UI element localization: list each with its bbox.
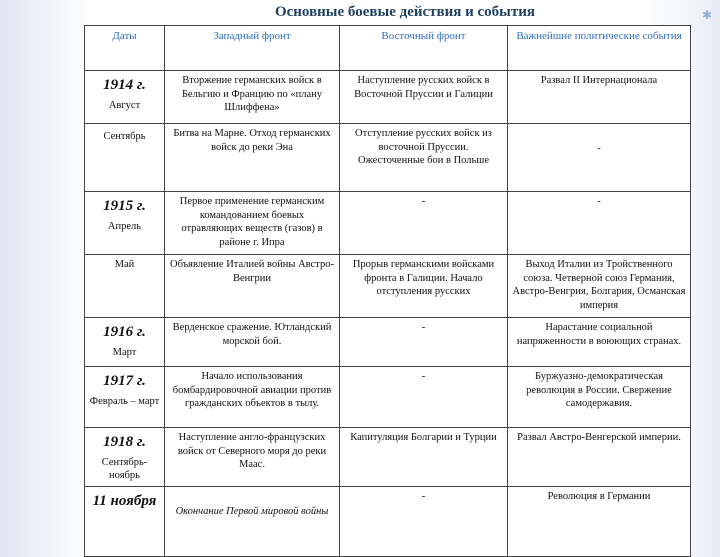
year-label: 1915 г. bbox=[103, 198, 146, 214]
western-front-cell: Битва на Марне. Отход германских войск до реки Эна bbox=[165, 124, 340, 192]
date-cell bbox=[85, 124, 165, 192]
table-row bbox=[85, 124, 691, 192]
western-front-cell: Первое применение германским командованием боевых отравляющих веществ (газов) в районе г. Ипра bbox=[165, 192, 340, 255]
page-title: Основные боевые действия и события bbox=[274, 4, 536, 20]
political-events-cell: Революция в Германии bbox=[508, 486, 691, 556]
date-cell bbox=[85, 367, 165, 428]
political-events-cell: - bbox=[508, 124, 691, 192]
eastern-front-cell: Наступление русских войск в Восточной Пруссии и Галиции bbox=[340, 71, 508, 124]
western-front-cell: Наступление англо-французских войск от Северного моря до реки Маас. bbox=[165, 428, 340, 487]
western-front-cell: Начало использования бомбардировочной авиации против гражданских объектов в тылу. bbox=[165, 367, 340, 428]
political-events-cell: Нарастание социальной напряженности в воюющих странах. bbox=[508, 318, 691, 367]
year-label: 1917 г. bbox=[103, 373, 146, 389]
eastern-front-cell: - bbox=[340, 318, 508, 367]
political-events-cell: Выход Италии из Тройственного союза. Четверной союз Германия, Австро-Венгрия, Болгария, Османская империя bbox=[508, 255, 691, 318]
year-label: 1916 г. bbox=[103, 324, 146, 340]
eastern-front-cell: Капитуляция Болгарии и Турции bbox=[340, 428, 508, 487]
month-label: Май bbox=[114, 259, 135, 270]
month-label: Сентябрь-ноябрь bbox=[101, 456, 148, 482]
table-row bbox=[85, 428, 691, 487]
date-cell bbox=[85, 428, 165, 487]
table-row bbox=[85, 255, 691, 318]
header-dates: Даты bbox=[85, 26, 165, 71]
eastern-front-cell: - bbox=[340, 192, 508, 255]
date-cell bbox=[85, 318, 165, 367]
events-table bbox=[84, 25, 691, 557]
month-label: Февраль – март bbox=[89, 395, 160, 407]
political-events-cell: Развал II Интернационала bbox=[508, 71, 691, 124]
month-label: Апрель bbox=[107, 220, 142, 232]
table-header-row bbox=[85, 26, 691, 71]
month-label: Сентябрь bbox=[103, 131, 146, 142]
table-row bbox=[85, 192, 691, 255]
eastern-front-cell: Прорыв германскими войсками фронта в Галиции. Начало отступления русских bbox=[340, 255, 508, 318]
year-label: 1914 г. bbox=[103, 77, 146, 93]
decorative-mark-icon: ✱ bbox=[702, 8, 713, 22]
western-front-cell: Объявление Италией войны Австро-Венгрии bbox=[165, 255, 340, 318]
table-row bbox=[85, 318, 691, 367]
western-front-cell: Верденское сражение. Ютландский морской бой. bbox=[165, 318, 340, 367]
political-events-cell: - bbox=[508, 192, 691, 255]
year-label: 11 ноября bbox=[92, 492, 157, 509]
political-events-cell: Развал Австро-Венгерской империи. bbox=[508, 428, 691, 487]
political-events-cell: Буржуазно-демократическая революция в России. Свержение самодержавия. bbox=[508, 367, 691, 428]
date-cell bbox=[85, 71, 165, 124]
eastern-front-cell: - bbox=[340, 486, 508, 556]
date-cell bbox=[85, 486, 165, 556]
date-cell bbox=[85, 192, 165, 255]
header-political-events: Важнейшие политические события bbox=[508, 26, 691, 71]
table-row bbox=[85, 71, 691, 124]
date-cell bbox=[85, 255, 165, 318]
western-front-cell: Окончание Первой мировой войны bbox=[165, 486, 340, 556]
western-front-cell: Вторжение германских войск в Бельгию и Францию по «плану Шлиффена» bbox=[165, 71, 340, 124]
eastern-front-cell: Отступление русских войск из восточной Пруссии. Ожесточенные бои в Польше bbox=[340, 124, 508, 192]
header-western-front: Западный фронт bbox=[165, 26, 340, 71]
table-row bbox=[85, 367, 691, 428]
table-row bbox=[85, 486, 691, 556]
year-label: 1918 г. bbox=[103, 434, 146, 450]
eastern-front-cell: - bbox=[340, 367, 508, 428]
header-eastern-front: Восточный фронт bbox=[340, 26, 508, 71]
month-label: Август bbox=[108, 99, 141, 111]
month-label: Март bbox=[112, 346, 137, 358]
